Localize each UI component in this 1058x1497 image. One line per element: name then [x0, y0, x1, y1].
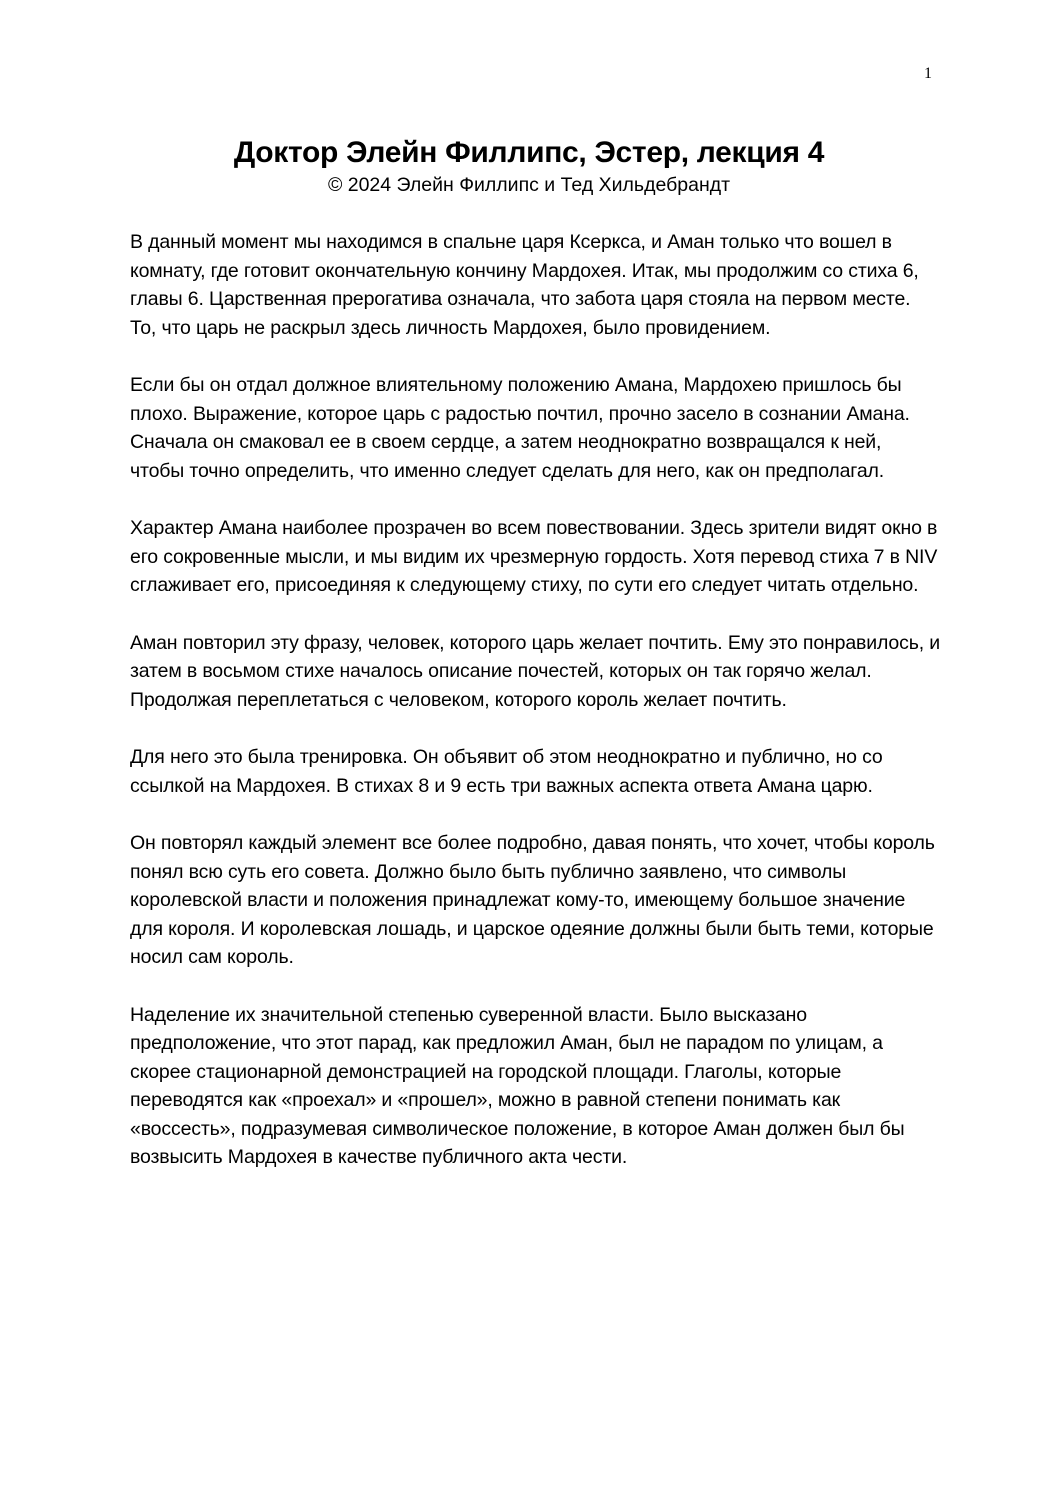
paragraph-2: Если бы он отдал должное влиятельному положению Амана, Мардохею пришлось бы плохо. Выражение, которое царь с радостью почтил, прочно засело в сознании Амана. Сначала он смаковал ее в своем сердце, а затем неоднократно возвращался к ней, чтобы точно определить, что именно следует сделать для него, как он предполагал. — [130, 374, 910, 482]
paragraph-3: Характер Амана наиболее прозрачен во всем повествовании. Здесь зрители видят окно в его сокровенные мысли, и мы видим их чрезмерную гордость. Хотя перевод стиха 7 в NIV сглаживает его, присоединяя к следующему стиху, по сути его следует читать отдельно. — [130, 517, 938, 596]
paragraph-7: Наделение их значительной степенью суверенной власти. Было высказано предположение, что этот парад, как предложил Аман, был не парадом по улицам, а скорее стационарной демонстрацией на городской площади. Глаголы, которые переводятся как «проехал» и «прошел», можно в равной степени понимать как «воссесть», подразумевая символическое положение, в которое Аман должен был бы возвысить Мардохея в качестве публичного акта чести. — [130, 1003, 905, 1168]
paragraph-4: Аман повторил эту фразу, человек, которого царь желает почтить. Ему это понравилось, и затем в восьмом стихе началось описание почестей, которых он так горячо желал. Продолжая переплетаться с человеком, которого король желает почтить. — [130, 631, 941, 711]
document-body — [130, 228, 940, 1201]
paragraph-5: Для него это была тренировка. Он объявит об этом неоднократно и публично, но со ссылкой на Мардохея. В стихах 8 и 9 есть три важных аспекта ответа Амана царю. — [130, 746, 883, 797]
document-header — [0, 134, 1058, 198]
document-title: Доктор Элейн Филлипс, Эстер, лекция 4 — [233, 136, 825, 169]
paragraph-6: Он повторял каждый элемент все более подробно, давая понять, что хочет, чтобы король понял всю суть его совета. Должно было быть публично заявлено, что символы королевской власти и положения принадлежат кому-то, имеющему большое значение для короля. И королевская лошадь, и царское одеяние должны были быть теми, которые носил сам король. — [130, 832, 935, 968]
paragraph-1: В данный момент мы находимся в спальне царя Ксеркса, и Аман только что вошел в комнату, где готовит окончательную кончину Мардохея. Итак, мы продолжим со стиха 6, главы 6. Царственная прерогатива означала, что забота царя стояла на первом месте. То, что царь не раскрыл здесь личность Мардохея, было провидением. — [130, 231, 919, 339]
page-number: 1 — [924, 65, 932, 82]
copyright-line: © 2024 Элейн Филлипс и Тед Хильдебрандт — [327, 174, 731, 196]
